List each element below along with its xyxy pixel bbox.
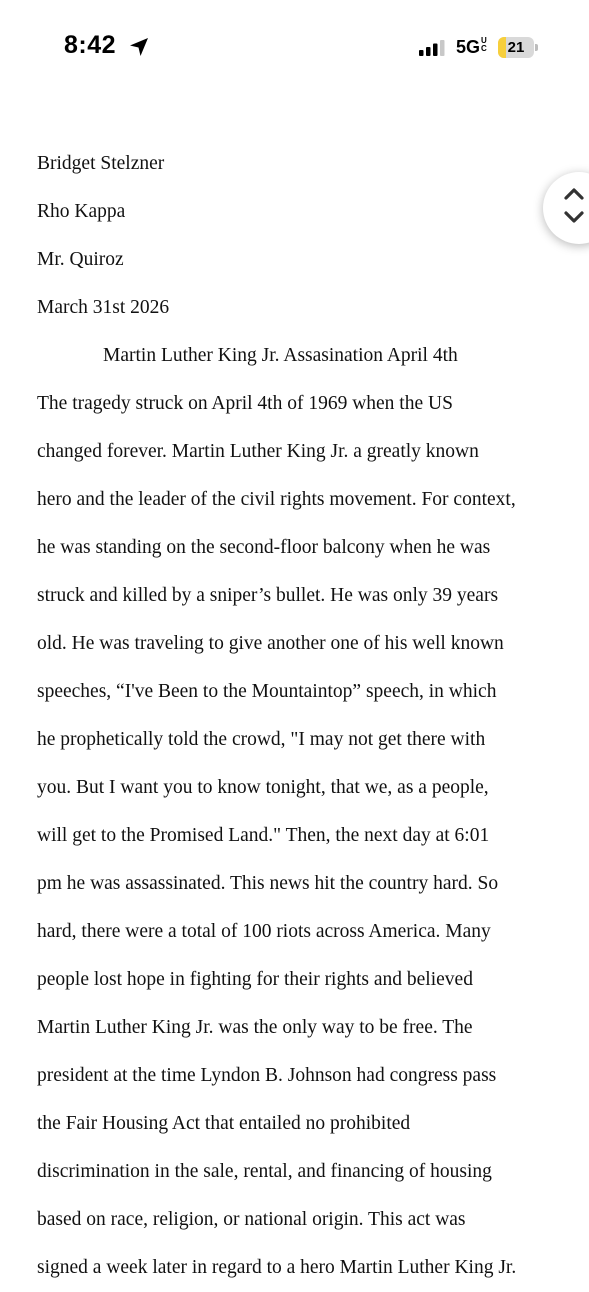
body-line: speeches, “I've Been to the Mountaintop” speech, in which bbox=[37, 681, 497, 702]
network-label: 5GUC bbox=[456, 37, 489, 58]
body-line: Martin Luther King Jr. was the only way to be free. The bbox=[37, 1017, 473, 1038]
battery-level: 21 bbox=[507, 39, 525, 56]
document-page bbox=[37, 140, 567, 1292]
body-line: changed forever. Martin Luther King Jr. a greatly known bbox=[37, 441, 479, 462]
body-line: pm he was assassinated. This news hit the country hard. So bbox=[37, 873, 499, 894]
body-line: you. But I want you to know tonight, that we, as a people, bbox=[37, 777, 489, 798]
status-bar bbox=[0, 0, 589, 96]
document-date: March 31st 2026 bbox=[37, 297, 170, 318]
body-line: the Fair Housing Act that entailed no prohibited bbox=[37, 1113, 411, 1134]
author-name: Bridget Stelzner bbox=[37, 153, 165, 174]
battery-body bbox=[498, 37, 534, 58]
body-line: people lost hope in fighting for their rights and believed bbox=[37, 969, 473, 990]
body-line: hero and the leader of the civil rights movement. For context, bbox=[37, 489, 516, 510]
body-line: he prophetically told the crowd, "I may not get there with bbox=[37, 729, 486, 750]
body-line: signed a week later in regard to a hero Martin Luther King Jr. bbox=[37, 1257, 517, 1278]
network-suffix: UC bbox=[481, 36, 487, 53]
battery-icon bbox=[498, 37, 538, 58]
body-line: discrimination in the sale, rental, and financing of housing bbox=[37, 1161, 492, 1182]
body-line: hard, there were a total of 100 riots across America. Many bbox=[37, 921, 491, 942]
body-line: based on race, religion, or national origin. This act was bbox=[37, 1209, 466, 1230]
location-arrow-icon bbox=[128, 36, 150, 58]
body-line: he was standing on the second-floor balcony when he was bbox=[37, 537, 491, 558]
body-line: struck and killed by a sniper’s bullet. He was only 39 years bbox=[37, 585, 499, 606]
body-line: will get to the Promised Land." Then, the next day at 6:01 bbox=[37, 825, 490, 846]
teacher-name: Mr. Quiroz bbox=[37, 249, 124, 270]
body-line: old. He was traveling to give another one of his well known bbox=[37, 633, 504, 654]
status-time: 8:42 bbox=[64, 31, 117, 59]
document-body bbox=[37, 380, 567, 1292]
organization: Rho Kappa bbox=[37, 201, 126, 222]
body-line: The tragedy struck on April 4th of 1969 when the US bbox=[37, 393, 453, 414]
battery-tip bbox=[535, 44, 538, 51]
body-line: president at the time Lyndon B. Johnson had congress pass bbox=[37, 1065, 497, 1086]
document-title: Martin Luther King Jr. Assasination April 4th bbox=[103, 345, 458, 366]
cellular-signal-icon bbox=[419, 40, 445, 56]
